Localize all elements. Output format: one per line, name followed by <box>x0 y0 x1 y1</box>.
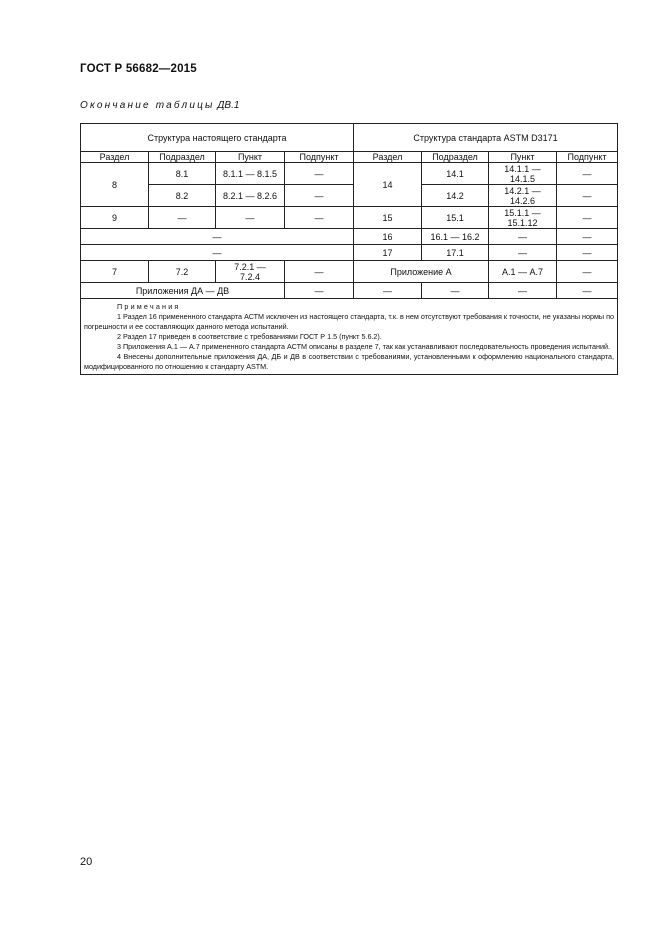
table-cell: — <box>557 229 618 245</box>
table-cell: Приложения ДА — ДВ <box>81 283 285 299</box>
table-cell: — <box>557 163 618 185</box>
column-header: Раздел <box>354 152 422 163</box>
table-group-header-row <box>81 124 618 152</box>
table-cell: 15 <box>354 207 422 229</box>
table-row <box>81 261 618 283</box>
table-cell: — <box>422 283 489 299</box>
column-header: Подпункт <box>557 152 618 163</box>
table-cell: — <box>285 163 354 185</box>
table-cell: 17.1 <box>422 245 489 261</box>
table-cell: — <box>557 185 618 207</box>
table-cell: 14.1.1 — 14.1.5 <box>489 163 557 185</box>
column-header: Подпункт <box>285 152 354 163</box>
column-header: Пункт <box>216 152 285 163</box>
table-cell: — <box>285 207 354 229</box>
table-cell: 8.1.1 — 8.1.5 <box>216 163 285 185</box>
left-group-header: Структура настоящего стандарта <box>81 124 354 152</box>
table-row <box>81 283 618 299</box>
note-item: 1 Раздел 16 примененного стандарта АСТМ исключен из настоящего стандарта, т.к. в нем отсутствуют требования к точности, не указаны нормы по погрешности и ее составляющих данного метода испытаний. <box>84 312 614 331</box>
table-cell: — <box>354 283 422 299</box>
notes-block <box>81 299 618 375</box>
note-item: 3 Приложения А.1 — А.7 примененного стандарта АСТМ описаны в разделе 7, так как устанавливают последовательность проведения испытаний. <box>117 342 610 351</box>
table-cell: 7 <box>81 261 149 283</box>
note-item: 4 Внесены дополнительные приложения ДА, ДБ и ДВ в соответствии с требованиями, установленными к оформлению национального стандарта, модифицированного по отношению к стандарту ASTM. <box>84 352 614 371</box>
table-cell: — <box>216 207 285 229</box>
note-item: 2 Раздел 17 приведен в соответствие с требованиями ГОСТ Р 1.5 (пункт 5.6.2). <box>117 332 382 341</box>
table-cell: 8 <box>81 163 149 207</box>
table-cell: — <box>81 229 354 245</box>
table-column-header-row <box>81 152 618 163</box>
table-cell: 14.2 <box>422 185 489 207</box>
table-cell: — <box>285 185 354 207</box>
page-number: 20 <box>80 856 93 868</box>
document-header: ГОСТ Р 56682—2015 <box>80 63 197 75</box>
table-caption-prefix: Окончание таблицы <box>80 100 215 111</box>
table-cell: 14.2.1 — 14.2.6 <box>489 185 557 207</box>
table-cell: — <box>557 207 618 229</box>
table-cell: 16 <box>354 229 422 245</box>
table-cell: 15.1.1 — 15.1.12 <box>489 207 557 229</box>
table-cell: 14.1 <box>422 163 489 185</box>
table-row <box>81 207 618 229</box>
table-row <box>81 245 618 261</box>
table-cell: 17 <box>354 245 422 261</box>
table-cell: — <box>557 283 618 299</box>
table-cell: 8.1 <box>149 163 216 185</box>
column-header: Подраздел <box>422 152 489 163</box>
right-group-header: Структура стандарта ASTM D3171 <box>354 124 618 152</box>
column-header: Раздел <box>81 152 149 163</box>
table-cell: — <box>285 261 354 283</box>
column-header: Подраздел <box>149 152 216 163</box>
table-cell: 15.1 <box>422 207 489 229</box>
table-cell: 14 <box>354 163 422 207</box>
table-cell: 8.2.1 — 8.2.6 <box>216 185 285 207</box>
table-cell: — <box>285 283 354 299</box>
table-cell: 16.1 — 16.2 <box>422 229 489 245</box>
table-cell: 7.2.1 — 7.2.4 <box>216 261 285 283</box>
table-caption <box>80 100 239 111</box>
table-cell: 7.2 <box>149 261 216 283</box>
column-header: Пункт <box>489 152 557 163</box>
table-row <box>81 163 618 185</box>
table-cell: — <box>489 283 557 299</box>
table-cell: А.1 — А.7 <box>489 261 557 283</box>
notes-title: Примечания <box>117 302 181 311</box>
table-cell: — <box>149 207 216 229</box>
table-cell: Приложение А <box>354 261 489 283</box>
table-cell: — <box>557 245 618 261</box>
notes-row <box>81 299 618 375</box>
correspondence-table <box>80 123 618 375</box>
table-row <box>81 229 618 245</box>
table-cell: — <box>557 261 618 283</box>
table-cell: — <box>489 245 557 261</box>
table-row <box>81 185 618 207</box>
table-cell: 8.2 <box>149 185 216 207</box>
table-caption-number: ДВ.1 <box>217 100 240 111</box>
table-cell: 9 <box>81 207 149 229</box>
table-cell: — <box>489 229 557 245</box>
table-cell: — <box>81 245 354 261</box>
